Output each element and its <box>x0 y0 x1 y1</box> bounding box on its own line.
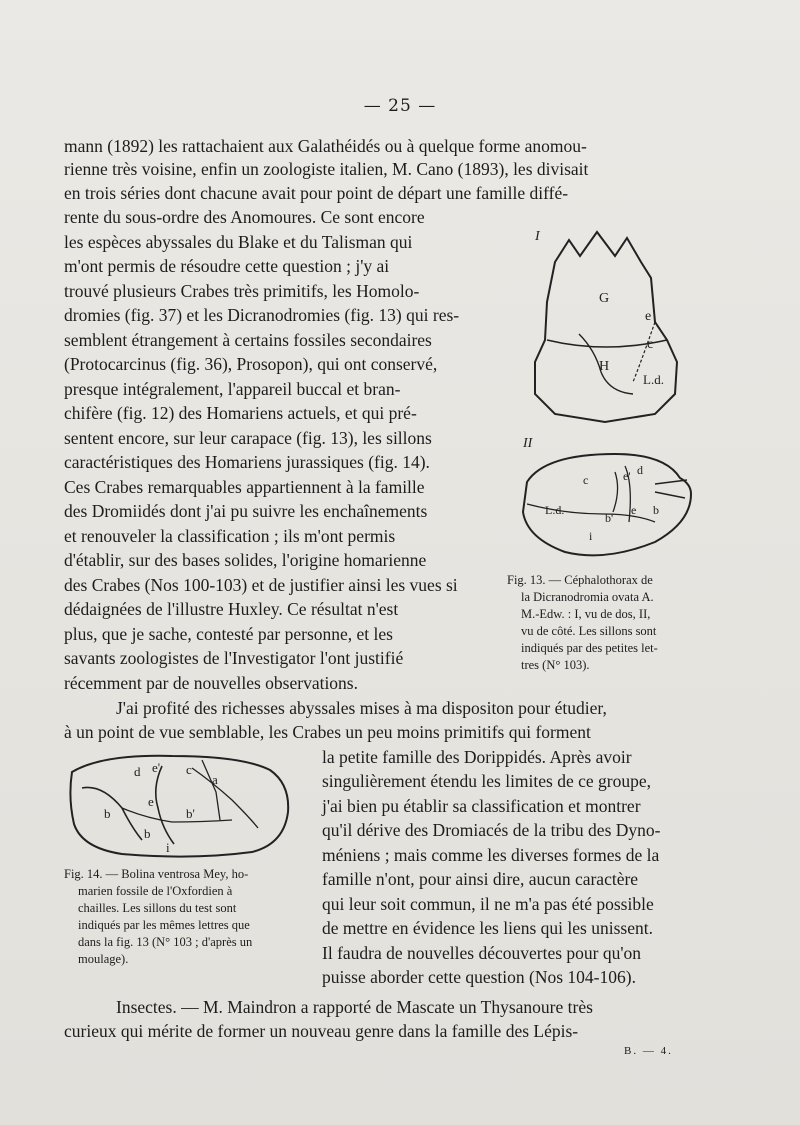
body-line: chifère (fig. 12) des Homariens actuels, et qui pré- <box>64 403 417 423</box>
body-line: savants zoologistes de l'Investigator l'ont justifié <box>64 648 404 668</box>
figure-14-label: c <box>186 762 192 777</box>
figure-14-label: b <box>144 826 151 841</box>
body-line: singulièrement étendu les limites de ce groupe, <box>322 771 651 791</box>
figure-14-caption <box>64 866 252 968</box>
caption-line: chailles. Les sillons du test sont <box>78 901 237 915</box>
caption-line: vu de côté. Les sillons sont <box>521 624 657 638</box>
figure-14-label: b' <box>186 806 195 821</box>
body-line: et renouveler la classification ; ils m'ont permis <box>64 526 396 546</box>
body-line: (Protocarcinus (fig. 36), Prosopon), qui ont conservé, <box>64 354 438 374</box>
figure-13-label: L.d. <box>545 503 565 517</box>
caption-line: moulage). <box>78 952 129 966</box>
figure-13-label: d <box>637 463 643 477</box>
caption-line: Fig. 14. — Bolina ventrosa Mey, ho- <box>64 867 249 881</box>
figure-14-label: e <box>148 794 154 809</box>
body-line: caractéristiques des Homariens jurassiques (fig. 14). <box>64 452 430 472</box>
figure-13-label: e <box>645 309 652 324</box>
figure-14-label: b <box>104 806 111 821</box>
body-line: rienne très voisine, enfin un zoologiste italien, M. Cano (1893), les divisait <box>64 159 589 179</box>
body-line: sentent encore, sur leur carapace (fig. 13), les sillons <box>64 428 432 448</box>
body-line: dromies (fig. 37) et les Dicranodromies (fig. 13) qui res- <box>64 305 460 325</box>
body-line: presque intégralement, l'appareil buccal et bran- <box>64 379 401 399</box>
body-line: la petite famille des Dorippidés. Après avoir <box>322 747 632 767</box>
figure-14-label: a <box>212 772 218 787</box>
body-line: curieux qui mérite de former un nouveau genre dans la famille des Lépis- <box>64 1021 579 1041</box>
caption-line: indiqués par les mêmes lettres que <box>78 918 250 932</box>
figure-13-label: e' <box>623 469 631 483</box>
caption-line: tres (N° 103). <box>521 658 590 672</box>
caption-line: la Dicranodromia ovata A. <box>521 590 654 604</box>
figure-14-label: d <box>134 764 141 779</box>
body-line: puisse aborder cette question (Nos 104-106). <box>322 967 636 987</box>
body-line: semblent étrangement à certains fossiles secondaires <box>64 330 432 350</box>
figure-13-label: b' <box>605 511 614 525</box>
figure-13-label: c <box>647 337 654 352</box>
body-line: qui leur soit commun, il ne m'a pas été possible <box>322 894 654 914</box>
figure-13-roman-two: II <box>523 436 533 451</box>
body-line: rente du sous-ordre des Anomoures. Ce sont encore <box>64 207 425 227</box>
body-line: mann (1892) les rattachaient aux Galathéidés ou à quelque forme anomou- <box>64 136 587 156</box>
body-line: m'ont permis de résoudre cette question ; j'y ai <box>64 256 390 276</box>
body-line: trouvé plusieurs Crabes très primitifs, les Homolo- <box>64 281 420 301</box>
body-line: Ces Crabes remarquables appartiennent à la famille <box>64 477 425 497</box>
figure-14-label: e' <box>152 760 161 775</box>
figure-13-label: e <box>631 503 637 517</box>
body-line: Insectes. — M. Maindron a rapporté de Mascate un Thysanoure très <box>116 997 593 1017</box>
figure-13-label: G <box>599 291 610 306</box>
body-line: méniens ; mais comme les diverses formes de la <box>322 845 660 865</box>
body-line: en trois séries dont chacune avait pour point de départ une famille diffé- <box>64 183 569 203</box>
page-number: — 25 — <box>363 96 437 116</box>
body-line: plus, que je sache, contesté par personne, et les <box>64 624 393 644</box>
body-line: des Crabes (Nos 100-103) et de justifier ainsi les vues si <box>64 575 458 595</box>
body-line: qu'il dérive des Dromiacés de la tribu des Dyno- <box>322 820 661 840</box>
body-line: de mettre en évidence les liens qui les unissent. <box>322 918 653 938</box>
figure-13-label: i <box>589 529 593 543</box>
figure-13-caption <box>507 572 658 674</box>
figure-13-label: c <box>583 473 589 487</box>
body-line: des Dromiidés dont j'ai pu suivre les enchaînements <box>64 501 428 521</box>
figure-14-label: i <box>166 840 170 855</box>
caption-line: M.-Edw. : I, vu de dos, II, <box>521 607 651 621</box>
caption-line: Fig. 13. — Céphalothorax de <box>507 573 653 587</box>
signature-mark: B. — 4. <box>624 1045 673 1057</box>
body-line: à un point de vue semblable, les Crabes un peu moins primitifs qui forment <box>64 722 591 742</box>
body-line: d'établir, sur des bases solides, l'origine homarienne <box>64 550 427 570</box>
body-line: j'ai bien pu établir sa classification et montrer <box>322 796 641 816</box>
body-line: J'ai profité des richesses abyssales mises à ma dispositon pour étudier, <box>116 698 607 718</box>
figure-13-label: b <box>653 503 659 517</box>
body-line: récemment par de nouvelles observations. <box>64 673 358 693</box>
caption-line: marien fossile de l'Oxfordien à <box>78 884 233 898</box>
body-line: Il faudra de nouvelles découvertes pour qu'on <box>322 943 642 963</box>
figure-13-label: L.d. <box>643 372 664 387</box>
figure-13-illustration <box>505 222 705 572</box>
figure-13-label: H <box>599 359 610 374</box>
figure-13-roman-one: I <box>535 229 540 244</box>
caption-line: indiqués par des petites let- <box>521 641 658 655</box>
body-line: les espèces abyssales du Blake et du Talisman qui <box>64 232 413 252</box>
body-line: dédaignées de l'illustre Huxley. Ce résultat n'est <box>64 599 399 619</box>
figure-14-illustration <box>62 748 294 860</box>
caption-line: dans la fig. 13 (N° 103 ; d'après un <box>78 935 253 949</box>
body-line: famille n'ont, pour ainsi dire, aucun caractère <box>322 869 639 889</box>
